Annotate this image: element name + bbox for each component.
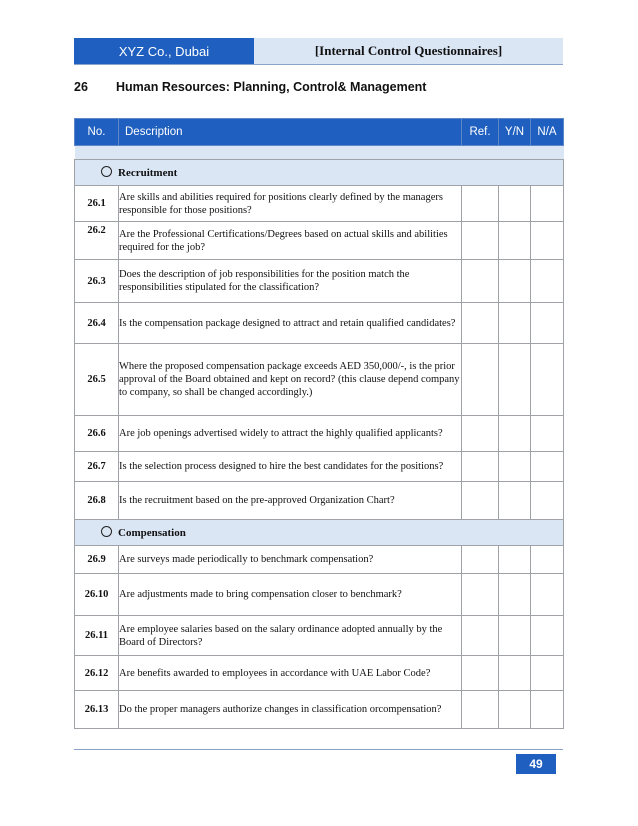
na-cell[interactable] xyxy=(531,616,564,656)
na-cell[interactable] xyxy=(531,303,564,344)
yn-cell[interactable] xyxy=(499,260,531,303)
question-number: 26.10 xyxy=(75,574,119,616)
question-number: 26.6 xyxy=(75,416,119,452)
category-row-compensation xyxy=(75,520,564,546)
yn-cell[interactable] xyxy=(499,303,531,344)
ref-cell[interactable] xyxy=(462,186,499,222)
question-text: Where the proposed compensation package exceeds AED 350,000/-, is the prior approval of the Board obtained and kept on record? (this clause depend company to company, so shall be changed accordingly.) xyxy=(119,344,462,416)
category-title: Compensation xyxy=(118,527,186,539)
yn-cell[interactable] xyxy=(499,416,531,452)
question-text: Are the Professional Certifications/Degrees based on actual skills and abilities required for the job? xyxy=(119,222,462,260)
table-row xyxy=(75,344,564,416)
yn-cell[interactable] xyxy=(499,616,531,656)
yn-cell[interactable] xyxy=(499,452,531,482)
table-header-row xyxy=(75,119,564,146)
question-number: 26.12 xyxy=(75,656,119,691)
ref-cell[interactable] xyxy=(462,222,499,260)
page-header xyxy=(74,38,563,65)
yn-cell[interactable] xyxy=(499,482,531,520)
page-number: 49 xyxy=(516,754,556,774)
question-number: 26.11 xyxy=(75,616,119,656)
question-number: 26.8 xyxy=(75,482,119,520)
question-text: Are surveys made periodically to benchmark compensation? xyxy=(119,546,462,574)
section-heading xyxy=(74,80,563,94)
question-number: 26.3 xyxy=(75,260,119,303)
yn-cell[interactable] xyxy=(499,546,531,574)
section-title: Human Resources: Planning, Control& Management xyxy=(116,80,427,94)
company-name: XYZ Co., Dubai xyxy=(74,38,254,64)
column-header-na: N/A xyxy=(531,119,564,146)
question-text: Is the recruitment based on the pre-approved Organization Chart? xyxy=(119,482,462,520)
question-text: Are skills and abilities required for positions clearly defined by the managers responsible for those positions? xyxy=(119,186,462,222)
question-text: Does the description of job responsibilities for the position match the responsibilities stipulated for the classification? xyxy=(119,260,462,303)
section-number: 26 xyxy=(74,80,88,94)
table-row xyxy=(75,452,564,482)
category-row-recruitment xyxy=(75,160,564,186)
question-number: 26.4 xyxy=(75,303,119,344)
question-number: 26.13 xyxy=(75,691,119,729)
column-header-no: No. xyxy=(75,119,119,146)
table-row xyxy=(75,186,564,222)
ref-cell[interactable] xyxy=(462,656,499,691)
na-cell[interactable] xyxy=(531,656,564,691)
ref-cell[interactable] xyxy=(462,616,499,656)
questionnaire-table xyxy=(74,118,564,729)
table-row xyxy=(75,616,564,656)
question-text: Are employee salaries based on the salary ordinance adopted annually by the Board of Directors? xyxy=(119,616,462,656)
question-number: 26.2 xyxy=(75,222,119,260)
document-title: [Internal Control Questionnaires] xyxy=(254,38,563,64)
table-row xyxy=(75,656,564,691)
question-number: 26.7 xyxy=(75,452,119,482)
question-text: Is the compensation package designed to attract and retain qualified candidates? xyxy=(119,303,462,344)
question-text: Do the proper managers authorize changes in classification orcompensation? xyxy=(119,691,462,729)
question-text: Are benefits awarded to employees in accordance with UAE Labor Code? xyxy=(119,656,462,691)
yn-cell[interactable] xyxy=(499,186,531,222)
table-row xyxy=(75,303,564,344)
column-header-ref: Ref. xyxy=(462,119,499,146)
yn-cell[interactable] xyxy=(499,691,531,729)
column-header-description: Description xyxy=(119,119,462,146)
na-cell[interactable] xyxy=(531,344,564,416)
question-number: 26.5 xyxy=(75,344,119,416)
question-number: 26.9 xyxy=(75,546,119,574)
table-row xyxy=(75,416,564,452)
circle-bullet-icon xyxy=(101,166,112,177)
table-row xyxy=(75,482,564,520)
na-cell[interactable] xyxy=(531,186,564,222)
yn-cell[interactable] xyxy=(499,574,531,616)
na-cell[interactable] xyxy=(531,260,564,303)
table-row xyxy=(75,546,564,574)
yn-cell[interactable] xyxy=(499,222,531,260)
na-cell[interactable] xyxy=(531,546,564,574)
table-row xyxy=(75,260,564,303)
ref-cell[interactable] xyxy=(462,452,499,482)
question-text: Are adjustments made to bring compensation closer to benchmark? xyxy=(119,574,462,616)
yn-cell[interactable] xyxy=(499,344,531,416)
na-cell[interactable] xyxy=(531,482,564,520)
yn-cell[interactable] xyxy=(499,656,531,691)
ref-cell[interactable] xyxy=(462,546,499,574)
na-cell[interactable] xyxy=(531,574,564,616)
question-number: 26.1 xyxy=(75,186,119,222)
question-text: Are job openings advertised widely to attract the highly qualified applicants? xyxy=(119,416,462,452)
header-spacer-row xyxy=(75,146,564,160)
ref-cell[interactable] xyxy=(462,691,499,729)
table-row xyxy=(75,574,564,616)
column-header-yn: Y/N xyxy=(499,119,531,146)
ref-cell[interactable] xyxy=(462,574,499,616)
table-row xyxy=(75,222,564,260)
footer-divider xyxy=(74,749,563,750)
na-cell[interactable] xyxy=(531,452,564,482)
ref-cell[interactable] xyxy=(462,260,499,303)
question-text: Is the selection process designed to hire the best candidates for the positions? xyxy=(119,452,462,482)
ref-cell[interactable] xyxy=(462,344,499,416)
na-cell[interactable] xyxy=(531,416,564,452)
ref-cell[interactable] xyxy=(462,416,499,452)
circle-bullet-icon xyxy=(101,526,112,537)
category-title: Recruitment xyxy=(118,167,178,179)
ref-cell[interactable] xyxy=(462,482,499,520)
na-cell[interactable] xyxy=(531,222,564,260)
table-row xyxy=(75,691,564,729)
na-cell[interactable] xyxy=(531,691,564,729)
ref-cell[interactable] xyxy=(462,303,499,344)
